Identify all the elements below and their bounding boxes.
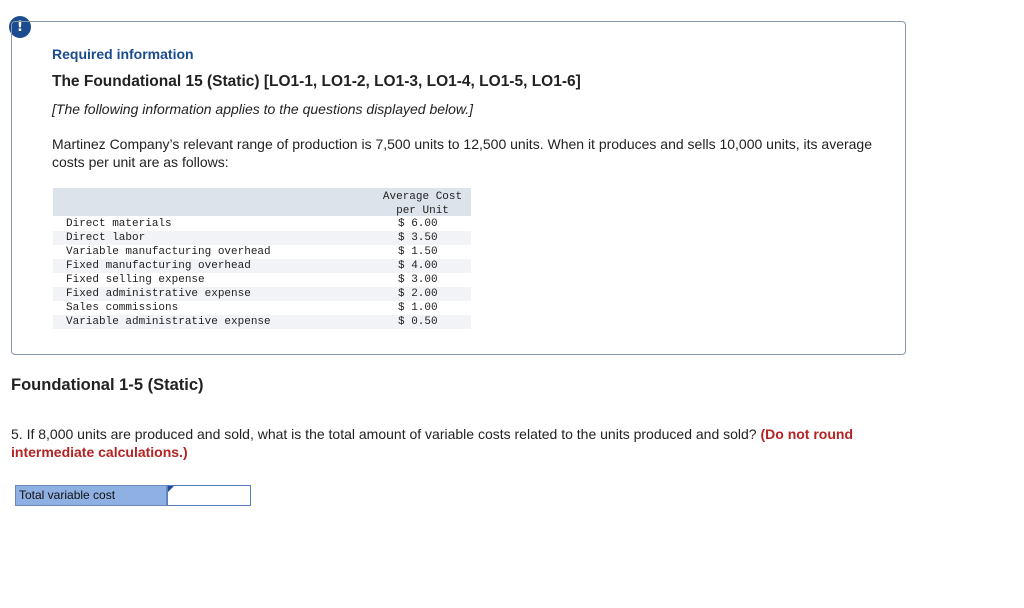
cost-value: $ 1.00 — [398, 302, 438, 314]
cost-column-header — [374, 190, 471, 218]
cost-value: $ 3.00 — [398, 274, 438, 286]
cost-label: Variable manufacturing overhead — [66, 246, 271, 258]
question-instruction: (Do not round intermediate calculations.) — [11, 426, 854, 460]
required-info-heading: Required information — [52, 46, 194, 62]
cost-value: $ 1.50 — [398, 246, 438, 258]
cost-label: Fixed administrative expense — [66, 288, 251, 300]
cost-label: Variable administrative expense — [66, 316, 271, 328]
input-corner-marker — [168, 486, 174, 492]
table-row — [53, 231, 471, 245]
total-variable-cost-input[interactable] — [167, 485, 251, 506]
section-title: Foundational 1-5 (Static) — [11, 376, 204, 394]
info-body-text: Martinez Company’s relevant range of production is 7,500 units to 12,500 units. When it produces and sells 10,000 units, its average costs per unit are as follows: — [52, 136, 872, 170]
cost-value: $ 2.00 — [398, 288, 438, 300]
cost-label: Direct materials — [66, 218, 172, 230]
cost-value: $ 6.00 — [398, 218, 438, 230]
cost-column-header-line2: per Unit — [396, 205, 449, 217]
table-row — [53, 245, 471, 259]
info-title: The Foundational 15 (Static) [LO1-1, LO1-2, LO1-3, LO1-4, LO1-5, LO1-6] — [52, 73, 581, 90]
table-row — [53, 287, 471, 301]
table-row — [53, 217, 471, 231]
total-variable-cost-label: Total variable cost — [15, 485, 167, 506]
cost-label: Direct labor — [66, 232, 146, 244]
cost-label: Fixed manufacturing overhead — [66, 260, 251, 272]
table-row — [53, 259, 471, 273]
cost-label: Fixed selling expense — [66, 274, 205, 286]
cost-label: Sales commissions — [66, 302, 179, 314]
cost-value: $ 4.00 — [398, 260, 438, 272]
table-row — [53, 315, 471, 329]
cost-value: $ 0.50 — [398, 316, 438, 328]
alert-icon: ! — [9, 16, 31, 38]
info-subtitle: [The following information applies to the questions displayed below.] — [52, 101, 474, 117]
cost-table-header — [53, 188, 471, 216]
question-prompt: 5. If 8,000 units are produced and sold, what is the total amount of variable costs related to the units produced and sold? — [11, 426, 761, 442]
cost-column-header-line1: Average Cost — [382, 191, 463, 203]
table-row — [53, 273, 471, 287]
table-row — [53, 301, 471, 315]
cost-value: $ 3.50 — [398, 232, 438, 244]
question-text — [11, 425, 891, 461]
